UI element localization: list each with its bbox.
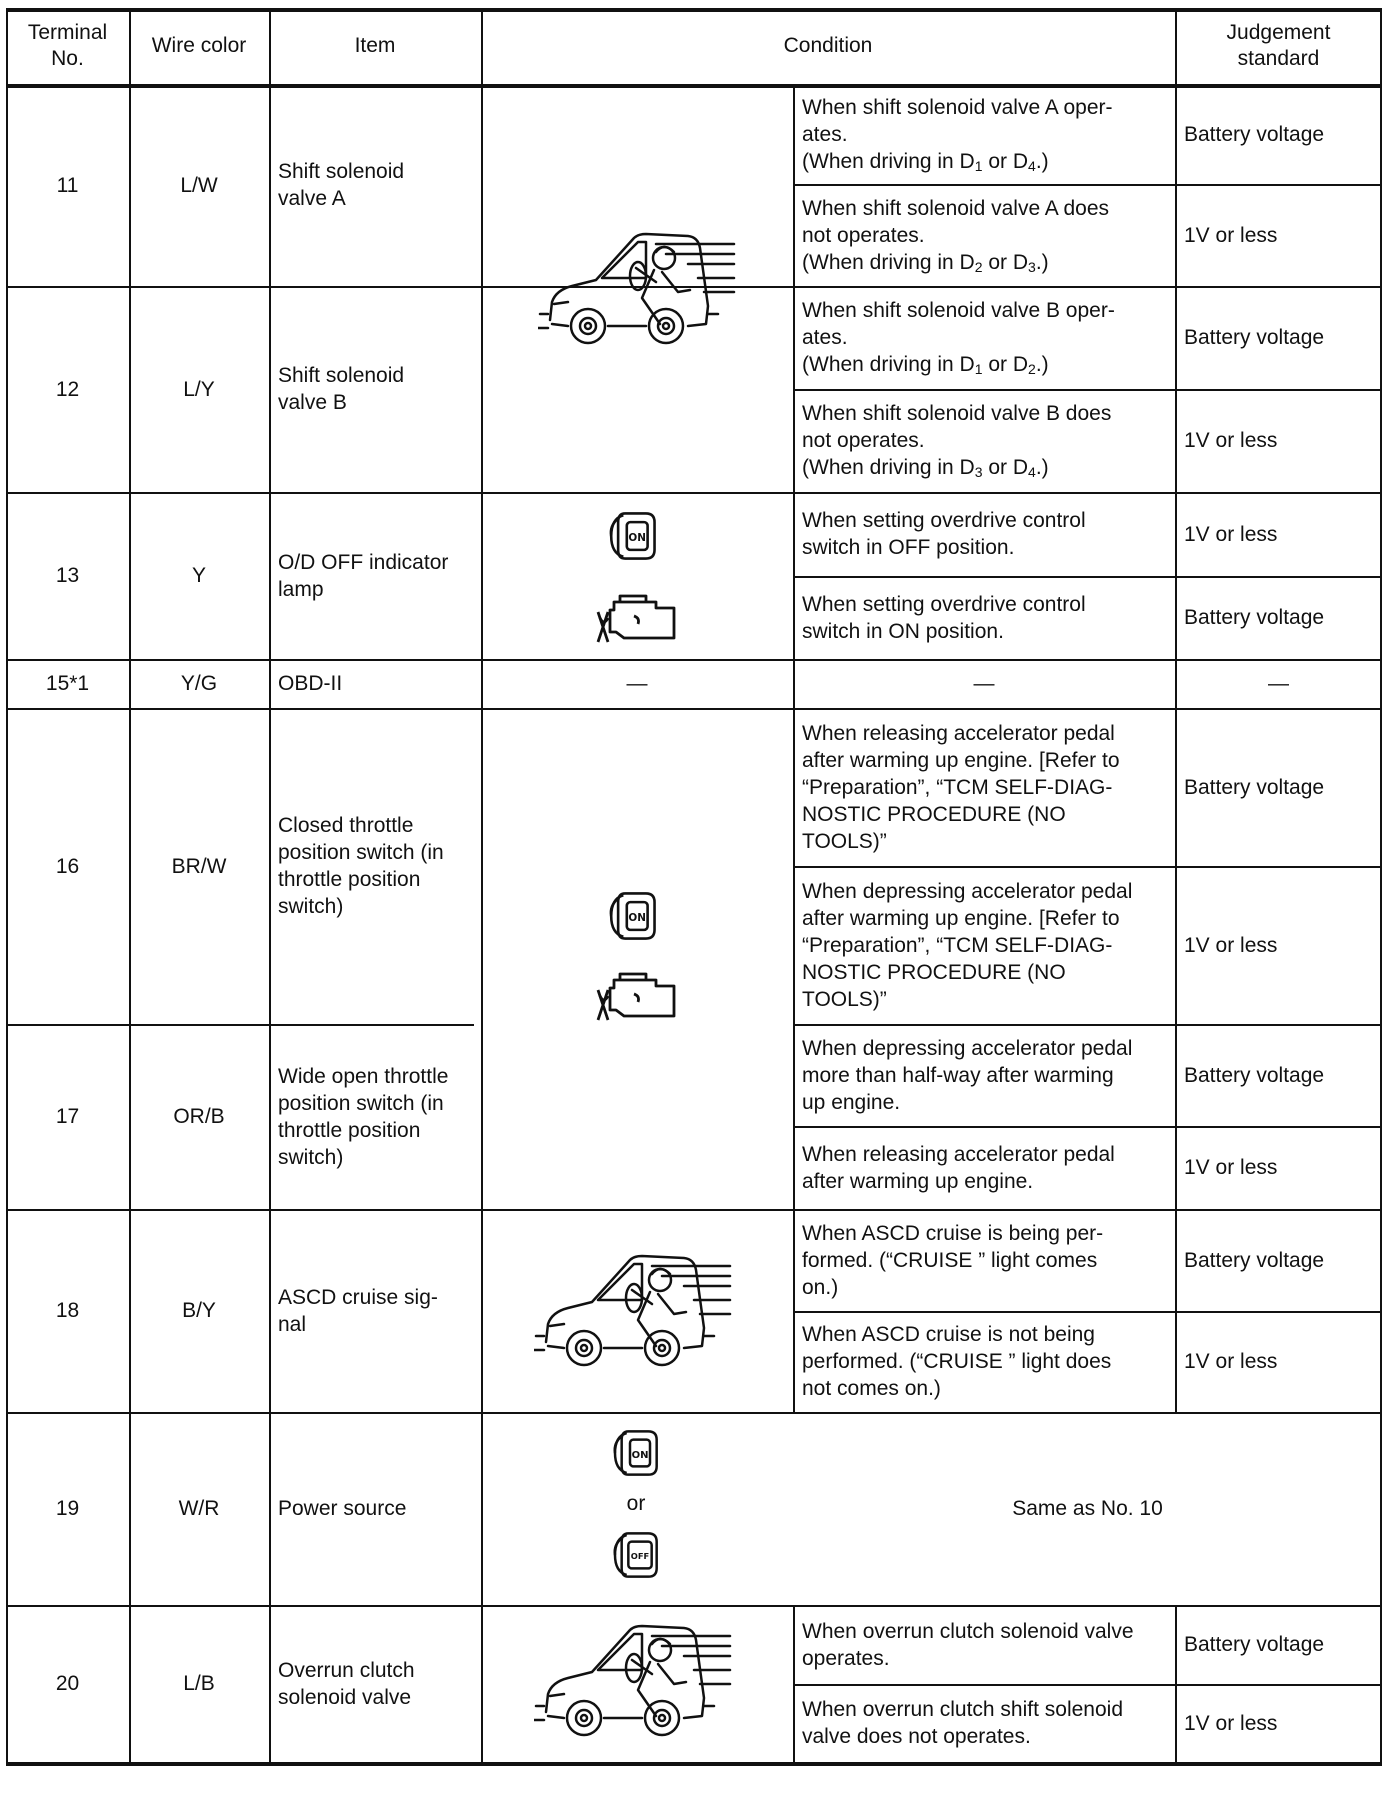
- condition-text: When shift solenoid valve B does not operates. (When driving in $D_3$ or $D_4$.): [802, 402, 1112, 480]
- condition-text: —: [973, 672, 995, 695]
- header-condition: Condition: [783, 34, 873, 57]
- wire-color: L/B: [183, 1672, 215, 1695]
- header-item: Item: [354, 34, 396, 57]
- wire-color: W/R: [178, 1497, 220, 1520]
- item-name: OBD-II: [278, 672, 343, 695]
- condition-text: Same as No. 10: [1012, 1497, 1163, 1520]
- item-name: Wide open throttle position switch (in throttle position switch): [278, 1064, 449, 1169]
- item-name: Power source: [278, 1497, 407, 1520]
- judgement-value: 1V or less: [1184, 933, 1278, 957]
- judgement-value: Battery voltage: [1184, 122, 1325, 146]
- item-name: Shift solenoid valve A: [278, 160, 405, 210]
- terminal-number: 19: [55, 1497, 80, 1520]
- engine-running-icon: [594, 588, 684, 648]
- terminal-number: 16: [55, 854, 80, 878]
- driving-car-icon: [534, 1250, 734, 1370]
- terminal-number: 13: [55, 564, 80, 587]
- terminal-number: 20: [55, 1672, 80, 1695]
- driving-car-icon: [534, 1620, 734, 1740]
- item-name: O/D OFF indicator lamp: [278, 550, 449, 601]
- ignition-key-on-icon: [610, 1426, 660, 1480]
- condition-text: When shift solenoid valve B oper- ates. (When driving in $D_1$ or $D_2$.): [802, 299, 1115, 377]
- condition-text: When overrun clutch shift solenoid valve does not operates.: [802, 1698, 1123, 1748]
- terminal-number: 18: [55, 1299, 80, 1322]
- judgement-value: 1V or less: [1184, 1350, 1278, 1373]
- wire-color: B/Y: [182, 1299, 216, 1322]
- condition-text: When shift solenoid valve A does not operates. (When driving in $D_2$ or $D_3$.): [802, 196, 1110, 275]
- condition-text: When overrun clutch solenoid valve operates.: [802, 1619, 1134, 1670]
- condition-text: When shift solenoid valve A oper- ates. (When driving in $D_1$ or $D_4$.): [802, 95, 1113, 174]
- item-name: Shift solenoid valve B: [278, 364, 405, 414]
- ignition-key-on-icon: [606, 508, 658, 564]
- header-wire-color: Wire color: [151, 34, 247, 57]
- judgement-value: Battery voltage: [1184, 1248, 1325, 1272]
- condition-text: When depressing accelerator pedal more than half-way after warming up engine.: [802, 1036, 1133, 1114]
- judgement-value: Battery voltage: [1184, 1633, 1325, 1656]
- judgement-value: —: [1268, 672, 1289, 695]
- driving-car-icon: [538, 228, 738, 348]
- header-judgement-standard: Judgement standard: [1226, 21, 1331, 70]
- condition-text: When setting overdrive control switch in OFF position.: [802, 509, 1086, 559]
- terminal-number: 15*1: [45, 672, 90, 695]
- condition-text: When setting overdrive control switch in ON position.: [802, 592, 1086, 643]
- condition-text: When depressing accelerator pedal after warming up engine. [Refer to “Preparation”, “TCM SELF-DIAG- NOSTIC PROCEDURE (NO TOOLS)”: [802, 879, 1133, 1011]
- engine-running-icon: [594, 966, 684, 1026]
- item-name: Overrun clutch solenoid valve: [278, 1658, 415, 1709]
- judgement-value: Battery voltage: [1184, 1063, 1325, 1087]
- judgement-value: Battery voltage: [1184, 326, 1325, 349]
- or-label: or: [626, 1491, 646, 1515]
- condition-text: When releasing accelerator pedal after warming up engine. [Refer to “Preparation”, “TCM SELF-DIAG- NOSTIC PROCEDURE (NO TOOLS)”: [802, 721, 1120, 853]
- condition-text: When releasing accelerator pedal after warming up engine.: [802, 1142, 1115, 1193]
- item-name: Closed throttle position switch (in throttle position switch): [278, 814, 444, 918]
- illustration-dash: —: [626, 672, 648, 695]
- condition-text: When ASCD cruise is not being performed. (“CRUISE ” light does not comes on.): [802, 1323, 1112, 1400]
- judgement-value: 1V or less: [1184, 223, 1278, 247]
- terminal-number: 17: [55, 1105, 80, 1128]
- condition-text: When ASCD cruise is being per- formed. (“CRUISE ” light comes on.): [802, 1221, 1104, 1299]
- ignition-key-off-icon: [610, 1528, 660, 1582]
- terminal-number: 11: [56, 173, 79, 197]
- judgement-value: Battery voltage: [1184, 606, 1325, 629]
- wire-color: L/W: [180, 173, 218, 197]
- wire-color: Y/G: [180, 672, 218, 695]
- header-terminal-no: Terminal No.: [27, 21, 108, 70]
- item-name: ASCD cruise sig- nal: [278, 1285, 438, 1336]
- terminal-number: 12: [55, 377, 80, 401]
- wire-color: L/Y: [183, 377, 215, 401]
- judgement-value: 1V or less: [1184, 429, 1278, 452]
- wire-color: OR/B: [173, 1105, 225, 1128]
- judgement-value: Battery voltage: [1184, 775, 1325, 799]
- wire-color: Y: [191, 564, 206, 587]
- wire-color: BR/W: [171, 854, 227, 878]
- judgement-value: 1V or less: [1184, 522, 1278, 546]
- judgement-value: 1V or less: [1184, 1156, 1278, 1179]
- ignition-key-on-icon: [606, 888, 658, 944]
- judgement-value: 1V or less: [1184, 1711, 1278, 1735]
